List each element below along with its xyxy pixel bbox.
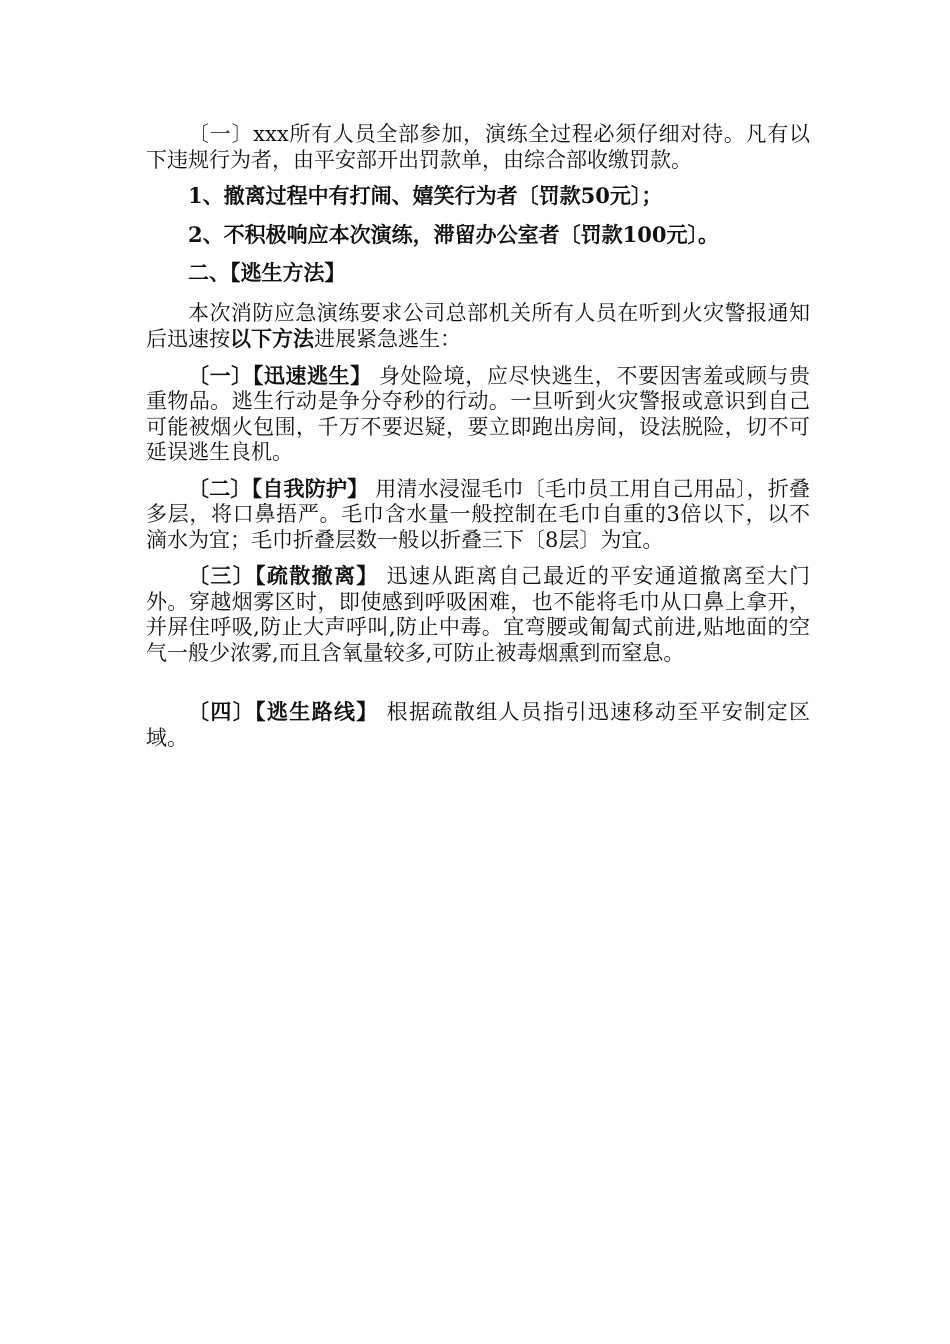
method-text: 身处险境，应尽快逃生，不要因害羞或顾与贵重物品。逃生行动是争分夺秒的行动。一旦听到火灾警报或意识到自己可能被烟火包围，千万不要迟疑，要立即跑出房间，设法脱险，切不可延误逃生良机。 [146, 363, 810, 464]
method-self-protection [146, 476, 810, 554]
method-text: 迅速从距离自己最近的平安通道撤离至大门外。穿越烟雾区时，即使感到呼吸困难，也不能将毛巾从口鼻上拿开，并屏住呼吸,防止大声呼叫,防止中毒。宜弯腰或匍匐式前进,贴地面的空气一般少浓雾,而且含氧量较多,可防止被毒烟熏到而窒息。 [146, 564, 810, 665]
method-text: 根据疏散组人员指引迅速移动至平安制定区域。 [146, 700, 810, 750]
section-heading-escape-methods: 二、【逃生方法】 [188, 260, 346, 285]
method-evacuation [146, 563, 810, 666]
intro-text-start: 本次消防应急演练要求公司总部机关所有人员在听到火灾警报通知后迅速按 [146, 300, 810, 351]
method-label: 〔三〕【疏散撤离】 [188, 563, 379, 588]
method-escape-route [146, 699, 810, 751]
rule-item-2: 2、不积极响应本次演练，滞留办公室者〔罚款100元〕。 [188, 221, 719, 247]
method-label: 〔一〕【迅速逃生】 [188, 362, 372, 388]
method-text: 用清水浸湿毛巾〔毛巾员工用自己用品〕，折叠多层，将口鼻捂严。毛巾含水量一般控制在毛巾自重的3倍以下，以不滴水为宜；毛巾折叠层数一般以折叠三下〔8层〕为宜。 [146, 476, 810, 552]
intro-text-bold: 以下方法 [230, 326, 314, 351]
method-quick-escape [146, 363, 810, 466]
rule-item-1: 1、撤离过程中有打闹、嬉笑行为者〔罚款50元〕； [188, 183, 663, 208]
paragraph-intro [146, 301, 810, 353]
document-body [146, 122, 810, 761]
intro-text-end: 进展紧急逃生： [314, 327, 461, 351]
method-label: 〔二〕【自我防护】 [188, 475, 369, 501]
method-label: 〔四〕【逃生路线】 [188, 699, 379, 724]
paragraph-participation: 〔一〕xxx所有人员全部参加，演练全过程必须仔细对待。凡有以下违规行为者，由平安部开出罚款单，由综合部收缴罚款。 [146, 122, 810, 172]
